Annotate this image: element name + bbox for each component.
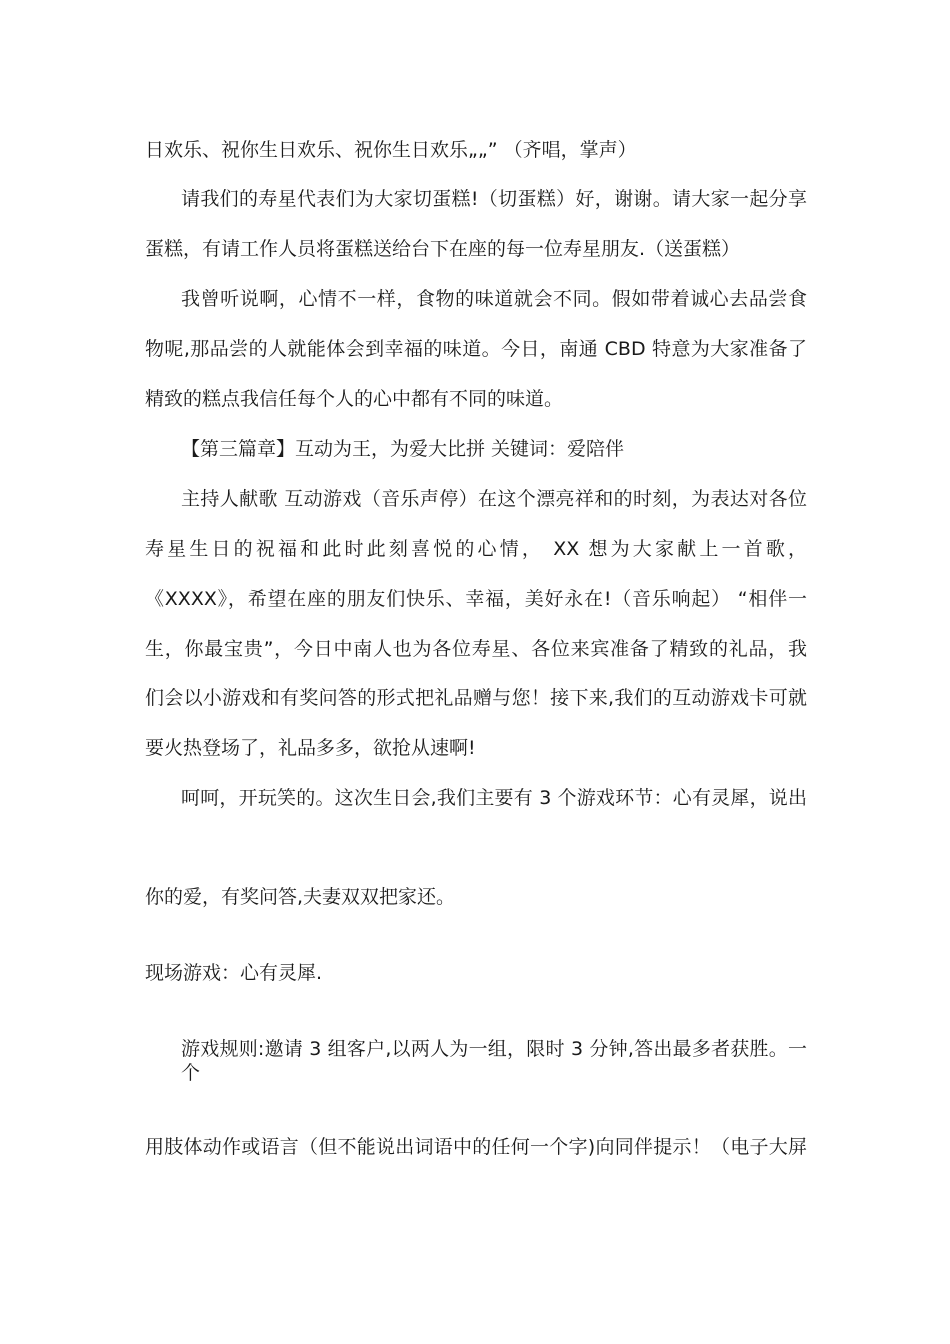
text-line: 物呢,那品尝的人就能体会到幸福的味道。今日，南通 CBD 特意为大家准备了 bbox=[145, 338, 807, 360]
text-line: 日欢乐、祝你生日欢乐、祝你生日欢乐„„” （齐唱，掌声） bbox=[145, 139, 637, 161]
text-line: 精致的糕点我信任每个人的心中都有不同的味道。 bbox=[145, 388, 564, 410]
text-line: 主持人献歌 互动游戏（音乐声停）在这个漂亮祥和的时刻，为表达对各位 bbox=[181, 488, 807, 510]
text-line: 你的爱，有奖问答,夫妻双双把家还。 bbox=[145, 886, 456, 908]
text-line: 游戏规则:邀请 3 组客户,以两人为一组，限时 3 分钟,答出最多者获胜。一个 bbox=[181, 1038, 807, 1084]
text-line: 要火热登场了，礼品多多，欲抢从速啊! bbox=[145, 737, 476, 759]
text-line: 请我们的寿星代表们为大家切蛋糕!（切蛋糕）好，谢谢。请大家一起分享 bbox=[181, 188, 807, 210]
text-line: 现场游戏：心有灵犀. bbox=[145, 962, 323, 984]
text-line: 呵呵，开玩笑的。这次生日会,我们主要有 3 个游戏环节：心有灵犀，说出 bbox=[181, 787, 807, 809]
text-line: 用肢体动作或语言（但不能说出词语中的任何一个字)向同伴提示！（电子大屏 bbox=[145, 1136, 807, 1158]
text-line: 蛋糕，有请工作人员将蛋糕送给台下在座的每一位寿星朋友.（送蛋糕） bbox=[145, 238, 741, 260]
text-line: 寿星生日的祝福和此时此刻喜悦的心情， XX 想为大家献上一首歌， bbox=[145, 538, 807, 560]
text-line: 们会以小游戏和有奖问答的形式把礼品赠与您！接下来,我们的互动游戏卡可就 bbox=[145, 687, 807, 709]
section-heading: 【第三篇章】互动为王，为爱大比拼 关键词：爱陪伴 bbox=[181, 438, 625, 460]
text-line: 我曾听说啊，心情不一样，食物的味道就会不同。假如带着诚心去品尝食 bbox=[181, 288, 807, 310]
text-line: 《XXXX》，希望在座的朋友们快乐、幸福，美好永在!（音乐响起） “相伴一 bbox=[145, 588, 807, 610]
text-line: 生，你最宝贵”，今日中南人也为各位寿星、各位来宾准备了精致的礼品，我 bbox=[145, 638, 807, 660]
